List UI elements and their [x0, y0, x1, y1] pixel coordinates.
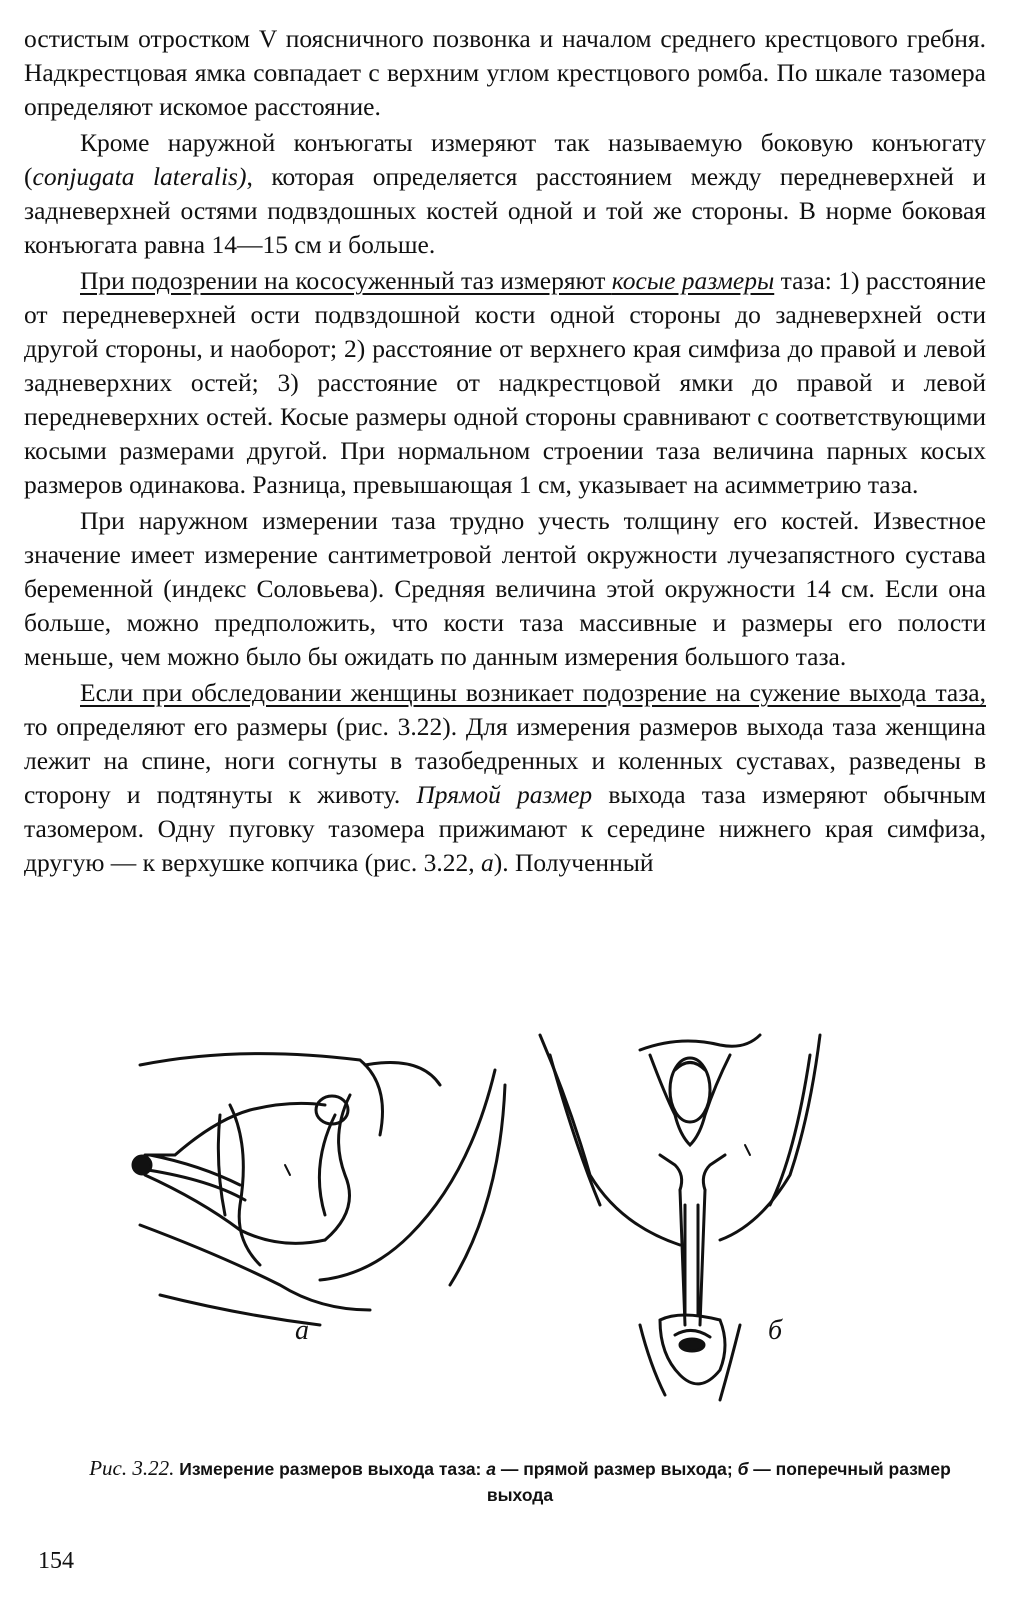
paragraph-4-text: При наружном измерении таза трудно учесть толщину его костей. Известное значение имеет измерение сантиметровой лентой окружности лучезапястного сустава беременной (индекс Соловьева). Средняя величина этой окружности 14 см. Если она больше, можно предположить, что кости таза массивные и размеры его полости меньше, чем можно было бы ожидать по данным измерения большого таза.	[24, 506, 986, 671]
figure-caption	[60, 1455, 980, 1508]
caption-text-b: — прямой размер выхода;	[495, 1459, 738, 1479]
illustration-panel-a	[133, 1054, 505, 1325]
paragraph-5-text-c: выхода таза измеряют обычным тазомером. Одну пуговку тазомера прижимают к середине нижнего края симфиза, другую — к верхушке копчика (рис. 3.22,	[24, 780, 986, 877]
paragraph-5-text-a: Если при обследовании женщины возникает подозрение на сужение выхода таза,	[80, 678, 986, 707]
paragraph-5-text-b: то определяют его размеры (рис. 3.22). Для измерения размеров выхода таза женщина лежит на спине, ноги согнуты в тазобедренных и коленных суставах, разведены в сторону и подтянуты к животу.	[24, 712, 986, 809]
paragraph-1-text: остистым отростком V поясничного позвонка и началом среднего крестцового гребня. Надкрестцовая ямка совпадает с верхним углом крестцового ромба. По шкале тазомера определяют искомое расстояние.	[24, 24, 986, 121]
paragraph-2-text-a: Кроме наружной конъюгаты измеряют так называемую боковую конъюгату (	[24, 128, 986, 191]
page-number: 154	[38, 1548, 74, 1574]
term-conjugata-lateralis: conjugata lateralis)	[32, 162, 247, 191]
figure-ref-a: а	[480, 848, 494, 877]
paragraph-5-text-d: ). Полученный	[493, 848, 654, 877]
paragraph-5	[24, 676, 986, 880]
paragraph-2	[24, 126, 986, 262]
panel-label-a: а	[295, 1315, 309, 1346]
term-direct-dimension: Прямой размер	[416, 780, 593, 809]
caption-figure-number: Рис. 3.22.	[89, 1456, 175, 1480]
body-text	[24, 22, 986, 880]
caption-text-c: — поперечный размер выхода	[486, 1459, 951, 1505]
caption-term-a: а	[486, 1459, 496, 1479]
paragraph-3-text-b: таза: 1) расстояние от передневерхней ости подвздошной кости одной стороны до задневерхней ости другой стороны, и наоборот; 2) расстояние от верхнего края симфиза до правой и левой задневерхних остей; 3) расстояние от надкрестцовой ямки до правой и левой передневерхних остей. Косые размеры одной стороны сравнивают с соответствующими косыми размерами другой. При нормальном строении таза величина парных косых размеров одинакова. Разница, превышающая 1 см, указывает на асимметрию таза.	[24, 266, 986, 499]
term-oblique-dimensions: косые размеры	[611, 266, 775, 295]
caption-term-b: б	[737, 1459, 749, 1479]
paragraph-4	[24, 504, 986, 674]
paragraph-1	[24, 22, 986, 124]
paragraph-2-text-b: , которая определяется расстоянием между передневерхней и задневерхней остями подвздошных костей одной и той же стороны. В норме боковая конъюгата равна 14—15 см и больше.	[24, 162, 987, 259]
paragraph-3	[24, 264, 986, 502]
panel-label-b: б	[768, 1315, 783, 1346]
caption-text-a: Измерение размеров выхода таза:	[174, 1459, 487, 1479]
pelvis-measurement-illustration	[120, 1025, 920, 1425]
figure-3-22	[120, 1025, 920, 1425]
paragraph-3-text-a: При подозрении на кососуженный таз измеряют	[80, 266, 612, 295]
